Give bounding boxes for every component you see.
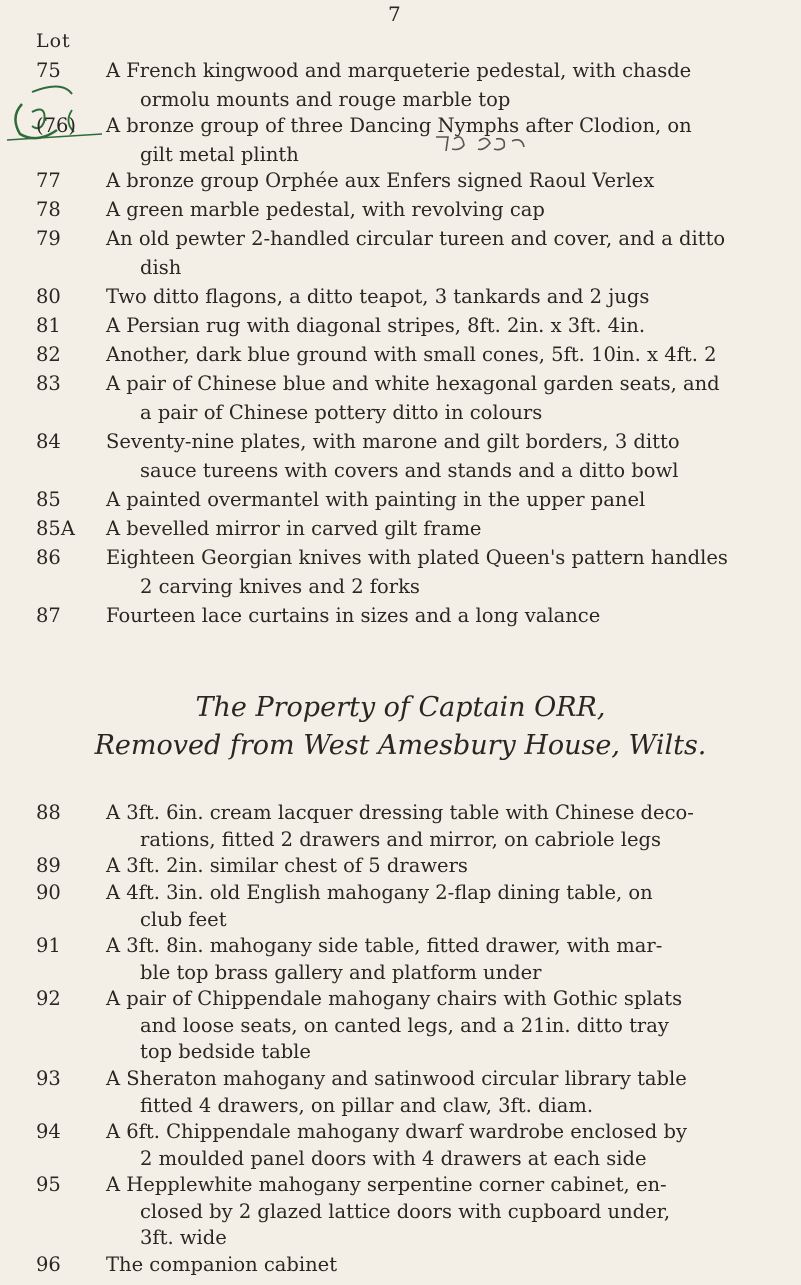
lot-number: 94 bbox=[36, 1120, 61, 1143]
lot-description-line: 3ft. wide bbox=[140, 1226, 227, 1250]
lot-number: 90 bbox=[36, 881, 61, 904]
lot-description-line: Fourteen lace curtains in sizes and a long valance bbox=[106, 604, 601, 627]
page-mark: 7 bbox=[388, 2, 401, 26]
lot-description-line: A green marble pedestal, with revolving cap bbox=[106, 198, 545, 221]
lot-description-line: dish bbox=[140, 256, 182, 279]
lot-number: 89 bbox=[36, 854, 61, 877]
lot-description bbox=[106, 56, 776, 114]
lot-description bbox=[106, 311, 776, 340]
lot-entry bbox=[36, 166, 776, 195]
lot-description bbox=[106, 195, 776, 224]
lot-number: 75 bbox=[36, 59, 61, 82]
lot-description-line: A 3ft. 8in. mahogany side table, fitted drawer, with mar- bbox=[106, 934, 663, 957]
lot-description-line: Two ditto flagons, a ditto teapot, 3 tankards and 2 jugs bbox=[106, 285, 650, 308]
lot-description-line: A 3ft. 6in. cream lacquer dressing table with Chinese deco- bbox=[106, 801, 694, 824]
lot-number: 85A bbox=[36, 517, 75, 540]
lot-number: 81 bbox=[36, 314, 61, 337]
section-heading-line2: Removed from West Amesbury House, Wilts. bbox=[94, 730, 707, 761]
lot-description bbox=[106, 282, 776, 311]
lot-description-line: club feet bbox=[140, 907, 227, 931]
lot-description bbox=[106, 340, 776, 369]
lot-description bbox=[106, 111, 776, 169]
lot-description bbox=[106, 1252, 776, 1279]
lot-description-line: fitted 4 drawers, on pillar and claw, 3ft. diam. bbox=[140, 1093, 594, 1117]
lot-column-header: Lot bbox=[36, 30, 71, 52]
lot-entry bbox=[36, 282, 776, 311]
lot-entry bbox=[36, 485, 776, 514]
lot-description-line: A pair of Chinese blue and white hexagonal garden seats, and bbox=[106, 372, 720, 395]
lot-description bbox=[106, 427, 776, 485]
lot-entry bbox=[36, 880, 776, 933]
lot-description-line: 2 carving knives and 2 forks bbox=[140, 575, 420, 598]
lot-entry bbox=[36, 340, 776, 369]
lot-entry bbox=[36, 56, 776, 114]
lot-number: 79 bbox=[36, 227, 61, 250]
lot-description bbox=[106, 224, 776, 282]
lot-number: 91 bbox=[36, 934, 61, 957]
lot-description-line: sauce tureens with covers and stands and a ditto bowl bbox=[140, 459, 679, 482]
lot-number: 88 bbox=[36, 801, 61, 824]
lot-description-line: rations, fitted 2 drawers and mirror, on cabriole legs bbox=[140, 827, 662, 851]
lot-entry bbox=[36, 111, 776, 169]
lot-description-line: A bevelled mirror in carved gilt frame bbox=[106, 517, 482, 540]
lot-entry bbox=[36, 224, 776, 282]
lot-description bbox=[106, 986, 776, 1066]
lot-description-line: Seventy-nine plates, with marone and gilt borders, 3 ditto bbox=[106, 430, 680, 453]
lot-entry bbox=[36, 514, 776, 543]
lot-entry bbox=[36, 1119, 776, 1172]
lot-description bbox=[106, 485, 776, 514]
lot-number: 84 bbox=[36, 430, 61, 453]
lot-entry bbox=[36, 933, 776, 986]
lot-number: 85 bbox=[36, 488, 61, 511]
lot-description bbox=[106, 601, 776, 630]
lot-number: (76) bbox=[36, 114, 77, 137]
lot-number: 96 bbox=[36, 1253, 61, 1276]
lot-entry bbox=[36, 1066, 776, 1119]
lot-number: 80 bbox=[36, 285, 61, 308]
lot-description-line: The companion cabinet bbox=[106, 1253, 338, 1276]
lot-description bbox=[106, 514, 776, 543]
lot-description-line: A bronze group of three Dancing Nymphs after Clodion, on bbox=[106, 114, 692, 137]
lot-entry bbox=[36, 427, 776, 485]
lot-description bbox=[106, 369, 776, 427]
lot-description bbox=[106, 853, 776, 880]
lot-description-line: A painted overmantel with painting in the upper panel bbox=[106, 488, 646, 511]
lot-description-line: Another, dark blue ground with small cones, 5ft. 10in. x 4ft. 2 bbox=[106, 343, 717, 366]
lot-description-line: A Sheraton mahogany and satinwood circular library table bbox=[106, 1067, 687, 1090]
lot-number: 86 bbox=[36, 546, 61, 569]
lot-description bbox=[106, 880, 776, 933]
lot-description-line: A pair of Chippendale mahogany chairs with Gothic splats bbox=[106, 987, 683, 1010]
lot-entry bbox=[36, 986, 776, 1066]
lot-description-line: A bronze group Orphée aux Enfers signed Raoul Verlex bbox=[106, 169, 655, 192]
lot-entry bbox=[36, 369, 776, 427]
lot-description-line: ormolu mounts and rouge marble top bbox=[140, 88, 511, 111]
lot-description-line: 2 moulded panel doors with 4 drawers at each side bbox=[140, 1146, 647, 1170]
lot-entry bbox=[36, 195, 776, 224]
lot-number: 83 bbox=[36, 372, 61, 395]
lot-description-line: An old pewter 2-handled circular tureen and cover, and a ditto bbox=[106, 227, 726, 250]
lot-number: 87 bbox=[36, 604, 61, 627]
lot-description-line: A 4ft. 3in. old English mahogany 2-flap dining table, on bbox=[106, 881, 653, 904]
lot-number: 77 bbox=[36, 169, 61, 192]
lot-description-line: A Hepplewhite mahogany serpentine corner cabinet, en- bbox=[106, 1173, 667, 1196]
lot-description-line: ble top brass gallery and platform under bbox=[140, 960, 542, 984]
lot-entry bbox=[36, 601, 776, 630]
lot-description-line: A French kingwood and marqueterie pedestal, with chasde bbox=[106, 59, 692, 82]
lot-entry bbox=[36, 1172, 776, 1252]
lot-description-line: A 6ft. Chippendale mahogany dwarf wardrobe enclosed by bbox=[106, 1120, 687, 1143]
lot-number: 78 bbox=[36, 198, 61, 221]
lot-description-line: and loose seats, on canted legs, and a 21in. ditto tray bbox=[140, 1013, 669, 1037]
section-heading-line1: The Property of Captain ORR, bbox=[195, 692, 606, 723]
lot-description bbox=[106, 1119, 776, 1172]
lot-description-line: A Persian rug with diagonal stripes, 8ft. 2in. x 3ft. 4in. bbox=[106, 314, 646, 337]
lot-description-line: A 3ft. 2in. similar chest of 5 drawers bbox=[106, 854, 468, 877]
lot-description bbox=[106, 543, 776, 601]
lot-description-line: gilt metal plinth bbox=[140, 143, 299, 166]
lot-description-line: top bedside table bbox=[140, 1040, 311, 1064]
lot-description bbox=[106, 933, 776, 986]
lot-number: 95 bbox=[36, 1173, 61, 1196]
lot-number: 93 bbox=[36, 1067, 61, 1090]
lot-entry bbox=[36, 1252, 776, 1279]
lot-entry bbox=[36, 543, 776, 601]
lot-description bbox=[106, 1066, 776, 1119]
lot-description-line: Eighteen Georgian knives with plated Queen's pattern handles bbox=[106, 546, 728, 569]
lot-description bbox=[106, 166, 776, 195]
lot-entry bbox=[36, 311, 776, 340]
lot-description bbox=[106, 800, 776, 853]
lot-entry bbox=[36, 800, 776, 853]
lot-number: 92 bbox=[36, 987, 61, 1010]
lot-entry bbox=[36, 853, 776, 880]
lot-number: 82 bbox=[36, 343, 61, 366]
lot-description-line: a pair of Chinese pottery ditto in colours bbox=[140, 401, 543, 424]
lot-description-line: closed by 2 glazed lattice doors with cupboard under, bbox=[140, 1199, 671, 1223]
lot-description bbox=[106, 1172, 776, 1252]
